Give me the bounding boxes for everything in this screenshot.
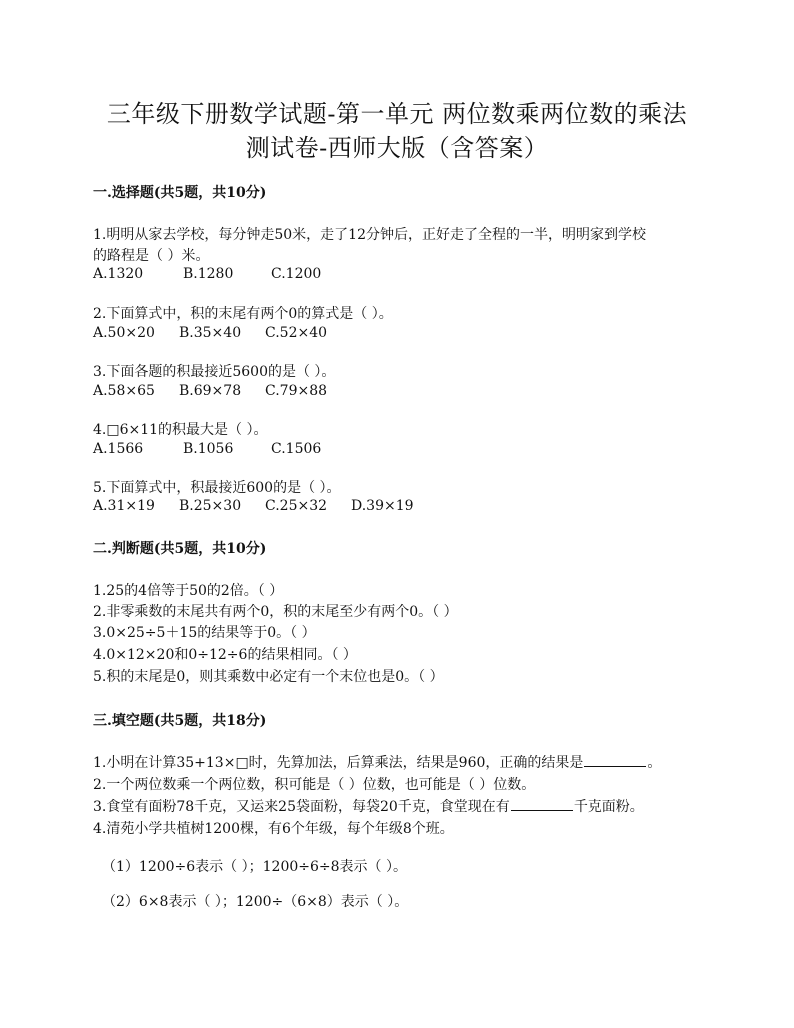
s1-q5-option-c: C.25×32 [265,498,328,514]
s3-q1-end: 。 [647,755,662,771]
s3-q1-text: 1.小明在计算35+13×□时，先算加法，后算乘法，结果是960，正确的结果是 [93,755,584,771]
s2-item-3: 3.0×25÷5＋15的结果等于0。（ ） [93,625,316,641]
s1-q5-option-a: A.31×19 [93,498,155,514]
s3-q1-answer-blank[interactable] [584,754,646,767]
s3-q2: 2.一个两位数乘一个两位数，积可能是（ ）位数，也可能是（ ）位数。 [93,777,536,793]
section3-heading: 三.填空题(共5题，共18分) [93,713,267,729]
s1-q2-option-b: B.35×40 [179,325,242,341]
s2-item-4: 4.0×12×20和0÷12÷6的结果相同。（ ） [93,647,357,663]
s3-q4: 4.清苑小学共植树1200棵，有6个年级，每个年级8个班。 [93,821,454,837]
s3-q4-sub1: （1）1200÷6表示（ ）；1200÷6÷8表示（ ）。 [102,859,407,875]
s1-q4-option-b: B.1056 [183,441,234,457]
s2-item-2: 2.非零乘数的末尾共有两个0，积的末尾至少有两个0。（ ） [93,604,458,620]
s1-q1-line1: 1.明明从家去学校，每分钟走50米，走了12分钟后，正好走了全程的一半，明明家到学校 [93,227,646,243]
s1-q3-option-b: B.69×78 [179,383,242,399]
s3-q1 [93,752,661,772]
s1-q3-option-c: C.79×88 [265,383,328,399]
s2-item-1: 1.25的4倍等于50的2倍。（ ） [93,583,284,599]
s1-q2-option-c: C.52×40 [265,325,328,341]
section1-heading: 一.选择题(共5题，共10分) [93,185,267,201]
s3-q3-answer-blank[interactable] [511,798,573,811]
s3-q3 [93,796,644,816]
s1-q1-line2: 的路程是（ ）米。 [93,248,210,264]
s1-q3-option-a: A.58×65 [93,383,155,399]
document-title-line2: 测试卷-西师大版（含答案） [245,134,549,162]
s1-q1-option-c: C.1200 [271,266,322,282]
s2-item-5: 5.积的末尾是0，则其乘数中必定有一个末位也是0。（ ） [93,669,444,685]
s1-q2-text: 2.下面算式中，积的末尾有两个0的算式是（ ）。 [93,306,393,322]
s1-q5-option-d: D.39×19 [351,498,414,514]
section2-heading: 二.判断题(共5题，共10分) [93,541,267,557]
document-title-line1: 三年级下册数学试题-第一单元 两位数乘两位数的乘法 [106,100,688,128]
s1-q4-text: 4.□6×11的积最大是（ ）。 [93,422,268,438]
s1-q2-option-a: A.50×20 [93,325,155,341]
s3-q3-end: 千克面粉。 [573,799,644,815]
s1-q4-option-c: C.1506 [271,441,322,457]
s1-q3-text: 3.下面各题的积最接近5600的是（ ）。 [93,364,336,380]
s1-q4-option-a: A.1566 [93,441,144,457]
s1-q5-text: 5.下面算式中，积最接近600的是（ ）。 [93,480,341,496]
s3-q4-sub2: （2）6×8表示（ ）；1200÷（6×8）表示（ ）。 [102,894,409,910]
s1-q1-option-a: A.1320 [93,266,144,282]
s3-q3-text: 3.食堂有面粉78千克，又运来25袋面粉，每袋20千克，食堂现在有 [93,799,510,815]
s1-q1-option-b: B.1280 [183,266,234,282]
s1-q5-option-b: B.25×30 [179,498,242,514]
